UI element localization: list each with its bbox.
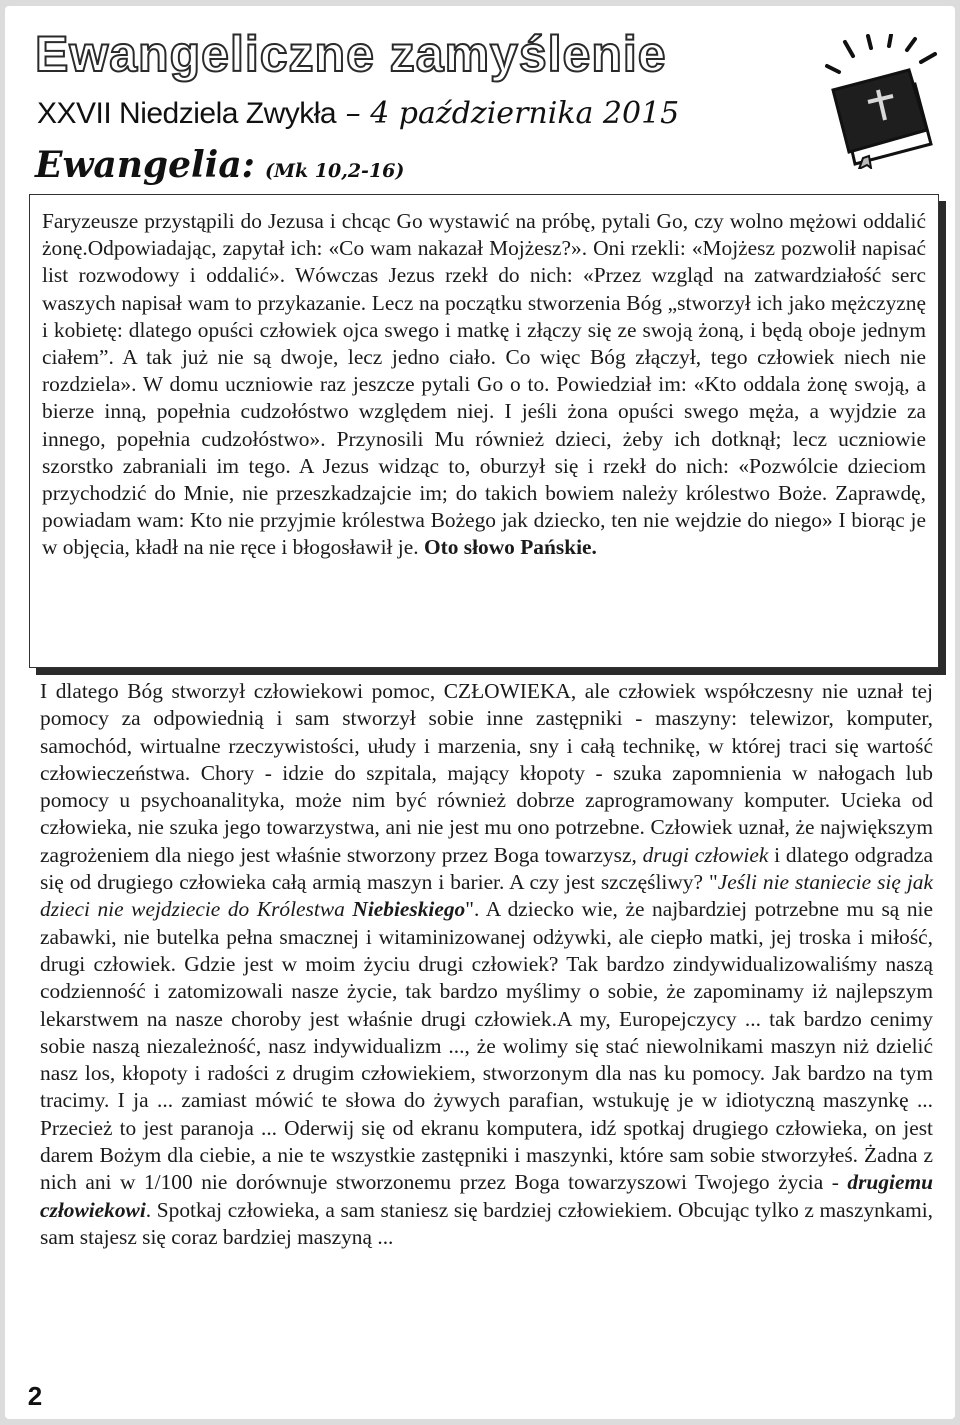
page-title: Ewangeliczne zamyślenie [35,26,667,82]
gospel-heading [35,144,404,186]
reflection-part-2: i dlatego odgradza się od drugiego człowieka całą armią maszyn i barier. A czy jest szczęśliwy? " [40,842,933,895]
reflection-italic-2: Jeśli nie staniecie się jak dzieci nie wejdziecie do Królestwa [40,870,933,922]
gospel-body: Faryzeusze przystąpili do Jezusa i chcąc Go wystawić na próbę, pytali Go, czy wolno mężowi oddalić żonę.Odpowiadając, zapytał ich: «Co wam nakazał Mojżesz?». Oni rzekli: «Mojżesz pozwolił napisać list rozwodowy i oddalić». Wówczas Jezus rzekł do nich: «Przez wzgląd na zatwardziałość serc waszych napisał wam to przykazanie. Lecz na początku stworzenia Bóg „stworzył ich jako mężczyznę i kobietę: dlatego opuści człowiek ojca swego i matkę i złączy się ze swoją żoną, i będą oboje jednym ciałem”. A tak już nie są dwoje, lecz jedno ciało. Co więc Bóg złączył, tego człowiek niech nie rozdziela». W domu uczniowie raz jeszcze pytali Go o to. Powiedział im: «Kto oddala żonę swoją, a bierze inną, popełnia cudzołóstwo względem niej. I jeśli żona opuści swego męża, a wyjdzie za innego, popełnia cudzołóstwo». Przynosili Mu również dzieci, żeby ich dotknął; lecz uczniowie szorstko zabraniali im tego. A Jezus widząc to, oburzył się i rzekł do nich: «Pozwólcie dzieciom przychodzić do Mnie, nie przeszkadzajcie im; do takich bowiem należy królestwo Boże. Zaprawdę, powiadam wam: Kto nie przyjmie królestwa Bożego jak dziecko, ten nie wejdzie do niego» I biorąc je w objęcia, kładł na nie ręce i błogosławił je. [42,209,926,560]
gospel-reference: (Mk 10,2-16) [264,160,405,182]
reflection-bold-italic-2: drugiemu człowiekowi [40,1170,933,1222]
subtitle [37,94,679,134]
gospel-box [29,194,939,668]
reflection-part-3: ". A dziecko wie, że najbardziej potrzebne mu są nie zabawki, nie butelka pełna smacznej i witaminizowanej odżywki, ale ciepło matki, jej troska i miłość, drugi człowiek. Gdzie jest w moim życiu drugi człowiek? Tak bardzo zindywidualizowaliśmy naszą codzienność i zatomizowali nasze życie, tak bardzo myślimy o sobie, że zapominamy iż najlepszym lekarstwem na nasze choroby jest właśnie drugi człowiek.A my, Europejczycy ... tak bardzo cenimy sobie naszą niezależność, nasz indywidualizm ..., że wolimy się stać niewolnikami maszyn niż dzielić nasz los, kłopoty i radości z drugim człowiekiem, stworzonym dla nas ku pomocy. Jak bardzo na tym tracimy. I ja ... zamiast mówić te słowa do żywych parafian, wstukuję je w idiotyczną maszynkę ... Przecież to jest paranoja ... Oderwij się od ekranu komputera, idź spotkaj drugiego człowieka, on jest darem Bożym dla ciebie, a nie te wszystkie zastępniki i maszynki, które sam sobie stworzyłeś. Żadna z nich ani w 1/100 nie dorównuje stworzonemu przez Boga towarzyszowi Twojego życia - [40,897,933,1195]
page-number: 2 [12,1378,58,1414]
reflection-bold-italic-1: Niebieskiego [352,897,466,922]
sunday-name: XXVII Niedziela Zwykła [37,97,337,130]
sunday-date: 4 października 2015 [370,96,680,131]
page [5,6,955,1419]
reflection-italic-1: drugi człowiek [642,842,769,867]
reflection-text [40,678,933,1251]
date-separator: – [336,96,371,131]
gospel-label: Ewangelia: [35,144,255,186]
reflection-part-1: I dlatego Bóg stworzył człowiekowi pomoc, CZŁOWIEKA, ale człowiek współczesny nie uznał tej pomocy za odpowiednią i sam stworzył sobie inne zastępniki - maszyny: telewizor, komputer, samochód, wirtualne rzeczywistości, ułudy i marzenia, sny i całą technikę, w której traci się wartość człowieczeństwa. Chory - idzie do szpitala, mający kłopoty - szuka zapomnienia w nałogach lub pomocy u psychoanalityka, może nim być również dobrze zaprogramowany komputer. Ucieka od człowieka, nie szuka jego towarzystwa, ani nie jest mu ono potrzebne. Człowiek uznał, że największym zagrożeniem dla niego jest właśnie stworzony przez Boga towarzysz, [40,679,933,867]
bible-book-icon [823,34,943,169]
reflection-part-4: . Spotkaj człowieka, a sam staniesz się bardziej człowiekiem. Obcując tylko z maszynkami, sam stajesz się coraz bardziej maszyną ... [40,1197,933,1249]
gospel-text [42,208,926,562]
gospel-closing: Oto słowo Pańskie. [423,535,597,560]
